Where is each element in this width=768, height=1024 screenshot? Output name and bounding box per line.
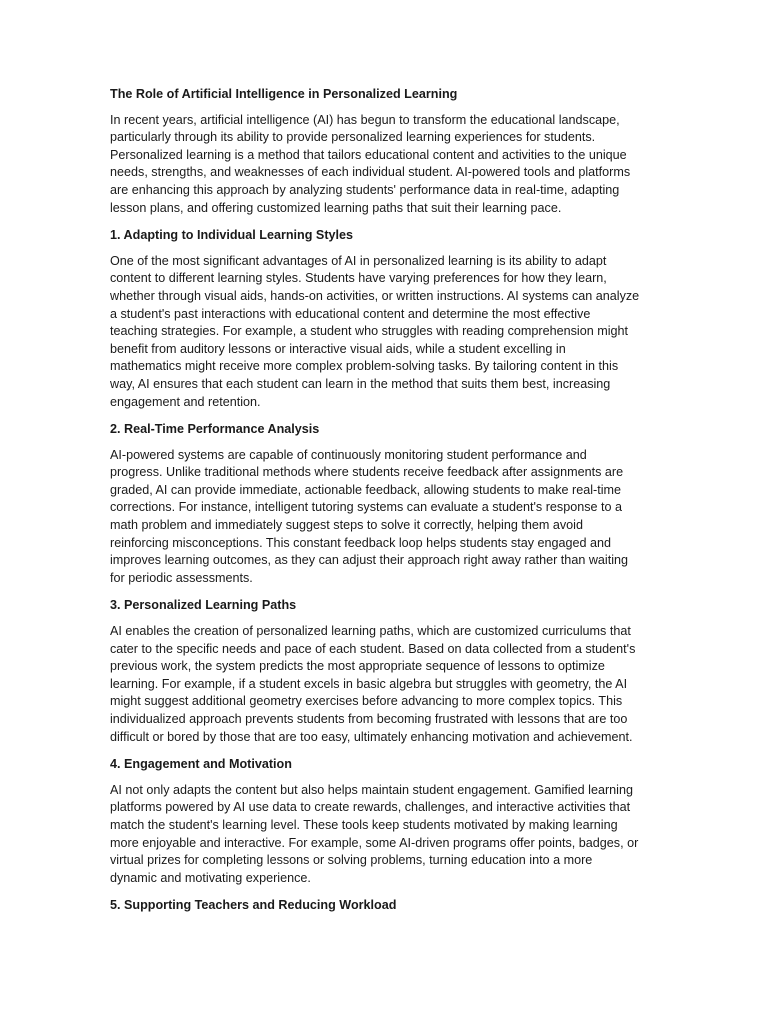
document-title: The Role of Artificial Intelligence in Personalized Learning xyxy=(110,87,458,101)
section-heading-4: 4. Engagement and Motivation xyxy=(110,757,292,772)
section-body-3: AI enables the creation of personalized learning paths, which are customized curriculums that cater to the specific needs and pace of each student. Based on data collected from a student's previous work, the system predicts the most appropriate sequence of lessons to optimize learning. For example, if a student excels in basic algebra but struggles with geometry, the AI might suggest additional geometry exercises before advancing to more complex topics. This individualized approach prevents students from becoming frustrated with lessons that are too difficult or bored by those that are too easy, ultimately enhancing motivation and achievement. xyxy=(110,624,636,744)
intro-paragraph: In recent years, artificial intelligence (AI) has begun to transform the educational landscape, particularly through its ability to provide personalized learning experiences for students. Personalized learning is a method that tailors educational content and activities to the unique needs, strengths, and weaknesses of each individual student. AI-powered tools and platforms are enhancing this approach by analyzing students' performance data in real-time, adapting lesson plans, and offering customized learning paths that suit their learning pace. xyxy=(110,112,631,215)
section-heading-5: 5. Supporting Teachers and Reducing Workload xyxy=(110,898,397,913)
document-page xyxy=(110,86,660,923)
section-heading-3: 3. Personalized Learning Paths xyxy=(110,598,297,613)
section-heading-2: 2. Real-Time Performance Analysis xyxy=(110,422,320,437)
section-body-4: AI not only adapts the content but also helps maintain student engagement. Gamified learning platforms powered by AI use data to create rewards, challenges, and interactive activities that match the student's learning level. These tools keep students motivated by making learning more enjoyable and interactive. For example, some AI-driven programs offer points, badges, or virtual prizes for completing lessons or solving problems, turning education into a more dynamic and motivating experience. xyxy=(110,782,639,885)
section-body-1: One of the most significant advantages of AI in personalized learning is its ability to adapt content to different learning styles. Students have varying preferences for how they learn, whether through visual aids, hands-on activities, or written instructions. AI systems can analyze a student's past interactions with educational content and determine the most effective teaching strategies. For example, a student who struggles with reading comprehension might benefit from auditory lessons or interactive visual aids, while a student excelling in mathematics might receive more complex problem-solving tasks. By tailoring content in this way, AI ensures that each student can learn in the method that suits them best, increasing engagement and retention. xyxy=(110,253,640,409)
section-heading-1: 1. Adapting to Individual Learning Styles xyxy=(110,228,354,243)
section-body-2: AI-powered systems are capable of continuously monitoring student performance and progress. Unlike traditional methods where students receive feedback after assignments are graded, AI can provide immediate, actionable feedback, allowing students to make real-time corrections. For instance, intelligent tutoring systems can evaluate a student's response to a math problem and immediately suggest steps to solve it correctly, helping them avoid reinforcing misconceptions. This constant feedback loop helps students stay engaged and improves learning outcomes, as they can adjust their approach right away rather than waiting for periodic assessments. xyxy=(110,447,629,585)
